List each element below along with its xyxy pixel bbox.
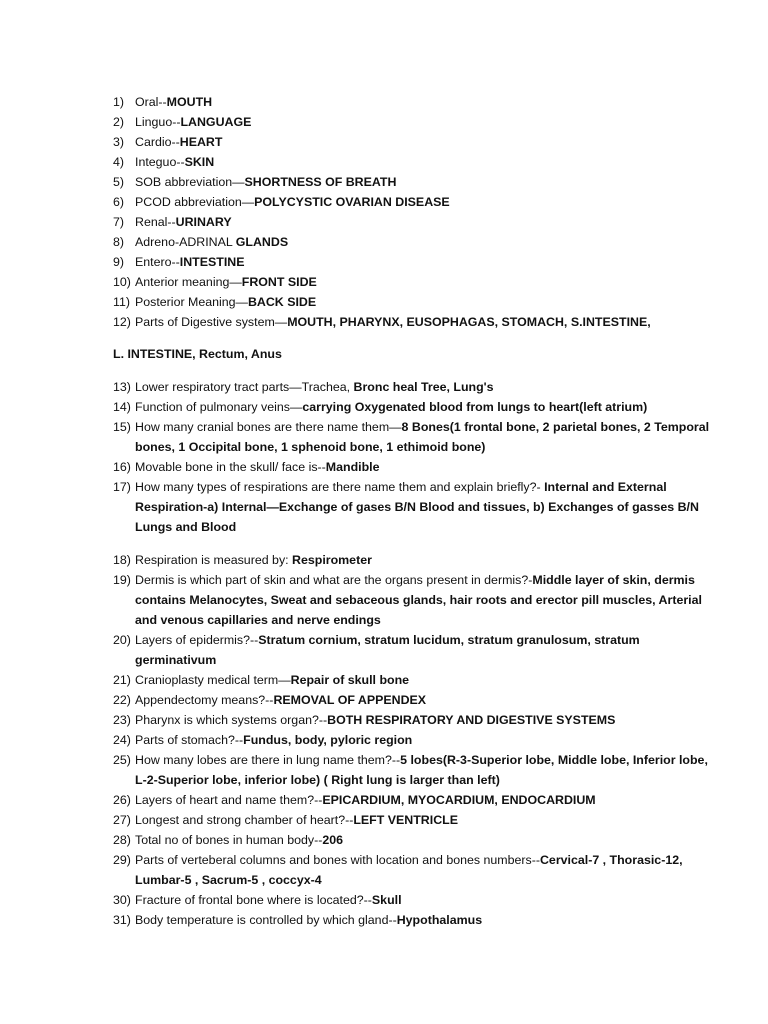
item-question: Layers of heart and name them?-- bbox=[135, 793, 323, 807]
item-question: Anterior meaning— bbox=[135, 275, 242, 289]
list-item bbox=[113, 690, 713, 710]
item-question: Lower respiratory tract parts—Trachea, bbox=[135, 380, 354, 394]
item-answer: BOTH RESPIRATORY AND DIGESTIVE SYSTEMS bbox=[327, 713, 616, 727]
list-item bbox=[113, 830, 713, 850]
item-answer: INTESTINE bbox=[179, 255, 245, 269]
list-item bbox=[113, 417, 713, 457]
item-question: Integuo-- bbox=[135, 155, 185, 169]
item-question: Posterior Meaning— bbox=[135, 295, 248, 309]
item-question: Renal-- bbox=[135, 215, 176, 229]
item-question: Oral-- bbox=[135, 95, 167, 109]
item-answer: HEART bbox=[179, 135, 223, 149]
item-number: 1) bbox=[113, 95, 125, 109]
item-question: Respiration is measured by: bbox=[135, 553, 293, 567]
item-number: 31) bbox=[113, 913, 131, 927]
item-answer: LEFT VENTRICLE bbox=[353, 813, 458, 827]
list-item bbox=[113, 172, 713, 192]
item-number: 25) bbox=[113, 753, 131, 767]
item-answer: 5 lobes(R-3-Superior lobe, Middle lobe, Inferior lobe, L-2-Superior lobe, inferior lobe) ( Right lung is larger than left) bbox=[135, 753, 708, 787]
item-question: Function of pulmonary veins— bbox=[135, 400, 303, 414]
item-number: 30) bbox=[113, 893, 131, 907]
list-item bbox=[113, 132, 713, 152]
item-answer: LANGUAGE bbox=[180, 115, 252, 129]
list-item bbox=[113, 550, 713, 570]
item-answer: Repair of skull bone bbox=[290, 673, 410, 687]
item-answer: BACK SIDE bbox=[247, 295, 317, 309]
item-question: Adreno-ADRINAL bbox=[135, 235, 236, 249]
item-question: Entero-- bbox=[135, 255, 180, 269]
list-item bbox=[113, 232, 713, 252]
list-item bbox=[113, 890, 713, 910]
item-answer: POLYCYSTIC OVARIAN DISEASE bbox=[254, 195, 450, 209]
item-number: 9) bbox=[113, 255, 125, 269]
list-item bbox=[113, 850, 713, 890]
item-question: How many types of respirations are there name them and explain briefly?- bbox=[135, 480, 545, 494]
item-question: Parts of Digestive system— bbox=[135, 315, 288, 329]
item-answer: REMOVAL OF APPENDEX bbox=[273, 693, 427, 707]
item-question: SOB abbreviation— bbox=[135, 175, 245, 189]
item-number: 26) bbox=[113, 793, 131, 807]
item-answer: Stratum cornium, stratum lucidum, stratum granulosum, stratum germinativum bbox=[135, 633, 640, 667]
item-answer: Fundus, body, pyloric region bbox=[243, 733, 413, 747]
continuation-paragraph: L. INTESTINE, Rectum, Anus bbox=[113, 347, 282, 361]
item-number: 18) bbox=[113, 553, 131, 567]
item-answer: 206 bbox=[322, 833, 344, 847]
item-number: 12) bbox=[113, 315, 131, 329]
item-question: Layers of epidermis?-- bbox=[135, 633, 259, 647]
item-number: 29) bbox=[113, 853, 131, 867]
item-question: How many cranial bones are there name them— bbox=[135, 420, 402, 434]
item-number: 11) bbox=[113, 295, 130, 309]
list-item bbox=[113, 292, 713, 312]
item-answer: Skull bbox=[371, 893, 402, 907]
item-number: 6) bbox=[113, 195, 125, 209]
question-list-3 bbox=[113, 550, 713, 930]
item-question: Dermis is which part of skin and what are the organs present in dermis?- bbox=[135, 573, 533, 587]
list-item bbox=[113, 192, 713, 212]
item-number: 27) bbox=[113, 813, 131, 827]
question-list-1 bbox=[113, 92, 713, 332]
item-answer: MOUTH bbox=[166, 95, 213, 109]
item-number: 16) bbox=[113, 460, 131, 474]
item-question: PCOD abbreviation— bbox=[135, 195, 255, 209]
item-question: Parts of stomach?-- bbox=[135, 733, 244, 747]
list-item bbox=[113, 252, 713, 272]
item-number: 3) bbox=[113, 135, 125, 149]
item-question: Movable bone in the skull/ face is-- bbox=[135, 460, 326, 474]
list-item bbox=[113, 730, 713, 750]
list-item bbox=[113, 810, 713, 830]
item-answer: GLANDS bbox=[235, 235, 289, 249]
item-number: 22) bbox=[113, 693, 131, 707]
list-item bbox=[113, 910, 713, 930]
item-number: 19) bbox=[113, 573, 131, 587]
item-question: Cranioplasty medical term— bbox=[135, 673, 291, 687]
item-question: Pharynx is which systems organ?-- bbox=[135, 713, 328, 727]
item-answer: SHORTNESS OF BREATH bbox=[244, 175, 397, 189]
list-item bbox=[113, 670, 713, 690]
item-answer: 8 Bones(1 frontal bone, 2 parietal bones, 2 Temporal bones, 1 Occipital bone, 1 sphenoid bone, 1 ethimoid bone) bbox=[135, 420, 710, 454]
item-number: 10) bbox=[113, 275, 131, 289]
item-question: Cardio-- bbox=[135, 135, 180, 149]
list-item bbox=[113, 630, 713, 670]
item-number: 20) bbox=[113, 633, 131, 647]
item-answer: SKIN bbox=[184, 155, 215, 169]
item-number: 21) bbox=[113, 673, 131, 687]
list-item bbox=[113, 477, 713, 537]
item-number: 2) bbox=[113, 115, 125, 129]
item-number: 24) bbox=[113, 733, 131, 747]
item-number: 5) bbox=[113, 175, 125, 189]
item-number: 13) bbox=[113, 380, 131, 394]
list-item bbox=[113, 457, 713, 477]
list-item bbox=[113, 312, 713, 332]
item-question: Fracture of frontal bone where is located?-- bbox=[135, 893, 372, 907]
item-number: 7) bbox=[113, 215, 125, 229]
list-item bbox=[113, 112, 713, 132]
item-question: Appendectomy means?-- bbox=[135, 693, 274, 707]
item-answer: URINARY bbox=[175, 215, 232, 229]
item-answer: Mandible bbox=[325, 460, 380, 474]
item-number: 17) bbox=[113, 480, 131, 494]
item-answer: carrying Oxygenated blood from lungs to heart(left atrium) bbox=[302, 400, 648, 414]
item-number: 8) bbox=[113, 235, 125, 249]
list-item bbox=[113, 272, 713, 292]
item-answer: MOUTH, PHARYNX, EUSOPHAGAS, STOMACH, S.INTESTINE, bbox=[287, 315, 651, 329]
list-item bbox=[113, 790, 713, 810]
item-question: Longest and strong chamber of heart?-- bbox=[135, 813, 354, 827]
item-number: 15) bbox=[113, 420, 131, 434]
item-number: 14) bbox=[113, 400, 131, 414]
list-item bbox=[113, 377, 713, 397]
item-number: 23) bbox=[113, 713, 131, 727]
item-number: 4) bbox=[113, 155, 125, 169]
item-answer: Cervical-7 , Thorasic-12, Lumbar-5 , Sacrum-5 , coccyx-4 bbox=[135, 853, 683, 887]
list-item bbox=[113, 212, 713, 232]
question-list-2 bbox=[113, 377, 713, 537]
list-item bbox=[113, 570, 713, 630]
item-answer: Internal and External Respiration-a) Internal—Exchange of gases B/N Blood and tissues, b) Exchanges of gasses B/N Lungs and Blood bbox=[135, 480, 699, 534]
item-question: Parts of verteberal columns and bones with location and bones numbers-- bbox=[135, 853, 540, 867]
item-answer: Hypothalamus bbox=[396, 913, 483, 927]
list-item bbox=[113, 750, 713, 790]
item-question: How many lobes are there in lung name them?-- bbox=[135, 753, 401, 767]
list-item bbox=[113, 710, 713, 730]
item-answer: Bronc heal Tree, Lung's bbox=[353, 380, 494, 394]
list-item bbox=[113, 397, 713, 417]
item-answer: EPICARDIUM, MYOCARDIUM, ENDOCARDIUM bbox=[322, 793, 596, 807]
list-item bbox=[113, 152, 713, 172]
list-item bbox=[113, 92, 713, 112]
item-question: Total no of bones in human body-- bbox=[135, 833, 323, 847]
item-question: Linguo-- bbox=[135, 115, 181, 129]
item-answer: Respirometer bbox=[292, 553, 372, 567]
item-question: Body temperature is controlled by which gland-- bbox=[135, 913, 397, 927]
item-answer: Middle layer of skin, dermis contains Melanocytes, Sweat and sebaceous glands, hair roots and erector pill muscles, Arterial and venous capillaries and nerve endings bbox=[135, 573, 702, 627]
item-number: 28) bbox=[113, 833, 131, 847]
item-answer: FRONT SIDE bbox=[241, 275, 317, 289]
